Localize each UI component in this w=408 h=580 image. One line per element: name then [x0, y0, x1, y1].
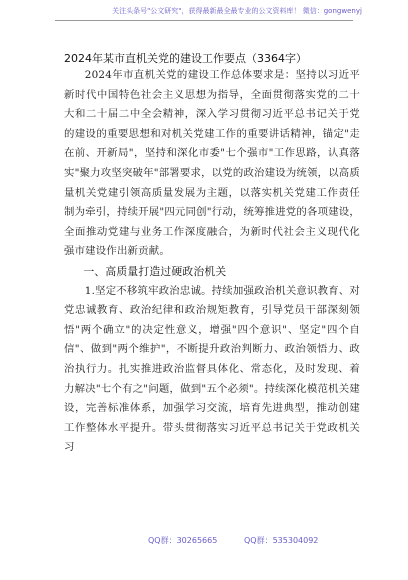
- header-promo-text: 关注头条号"公文研究"，获得最新最全最专业的公文资料库！ 微信：gongwenyj: [112, 7, 362, 15]
- footer-qq-group-2: QQ群：535304092: [244, 536, 319, 545]
- intro-paragraph: 2024年市直机关党的建设工作总体要求是：坚持以习近平新时代中国特色社会主义思想为指导，全面贯彻落实党的二十大和二十届二中全会精神，深入学习贯彻习近平总书记关于党的建设的重要思想和对机关党建工作的重要讲话精神，锚定"走在前、开新局"，坚持和深化市委"七个强市"工作思路，认真落实"聚力攻坚突破年"部署要求，以党的政治建设为统领，以高质量机关党建引领高质量发展为主题，以落实机关党建工作责任制为牵引，持续开展"四元同创"行动，统筹推进党的各项建设，全面推动党建与业务工作深度融合，为新时代社会主义现代化强市建设作出新贡献。: [64, 69, 360, 258]
- item-1-paragraph: 1.坚定不移筑牢政治忠诚。持续加强政治机关意识教育、对党忠诚教育、政治纪律和政治规矩教育，引导党员干部深刻领悟"两个确立"的决定性意义，增强"四个意识"、坚定"四个自信"、做到"两个维护"，不断提升政治判断力、政治领悟力、政治执行力。扎实推进政治监督具体化、常态化，及时发现、着力解决"七个有之"问题，做到"五个必须"。持续深化模范机关建设，完善标准体系，加强学习交流，培育先进典型，推动创建工作整体水平提升。带头贯彻落实习近平总书记关于党政机关习: [64, 284, 360, 454]
- footer-qq-group-1: QQ群：30265665: [148, 536, 218, 545]
- header-divider: [55, 20, 353, 21]
- document-body: [64, 66, 360, 458]
- section-heading: 一、高质量打造过硬政治机关: [83, 264, 227, 278]
- document-title: 2024年某市直机关党的建设工作要点（3364字）: [64, 52, 307, 65]
- page-footer: [0, 535, 408, 547]
